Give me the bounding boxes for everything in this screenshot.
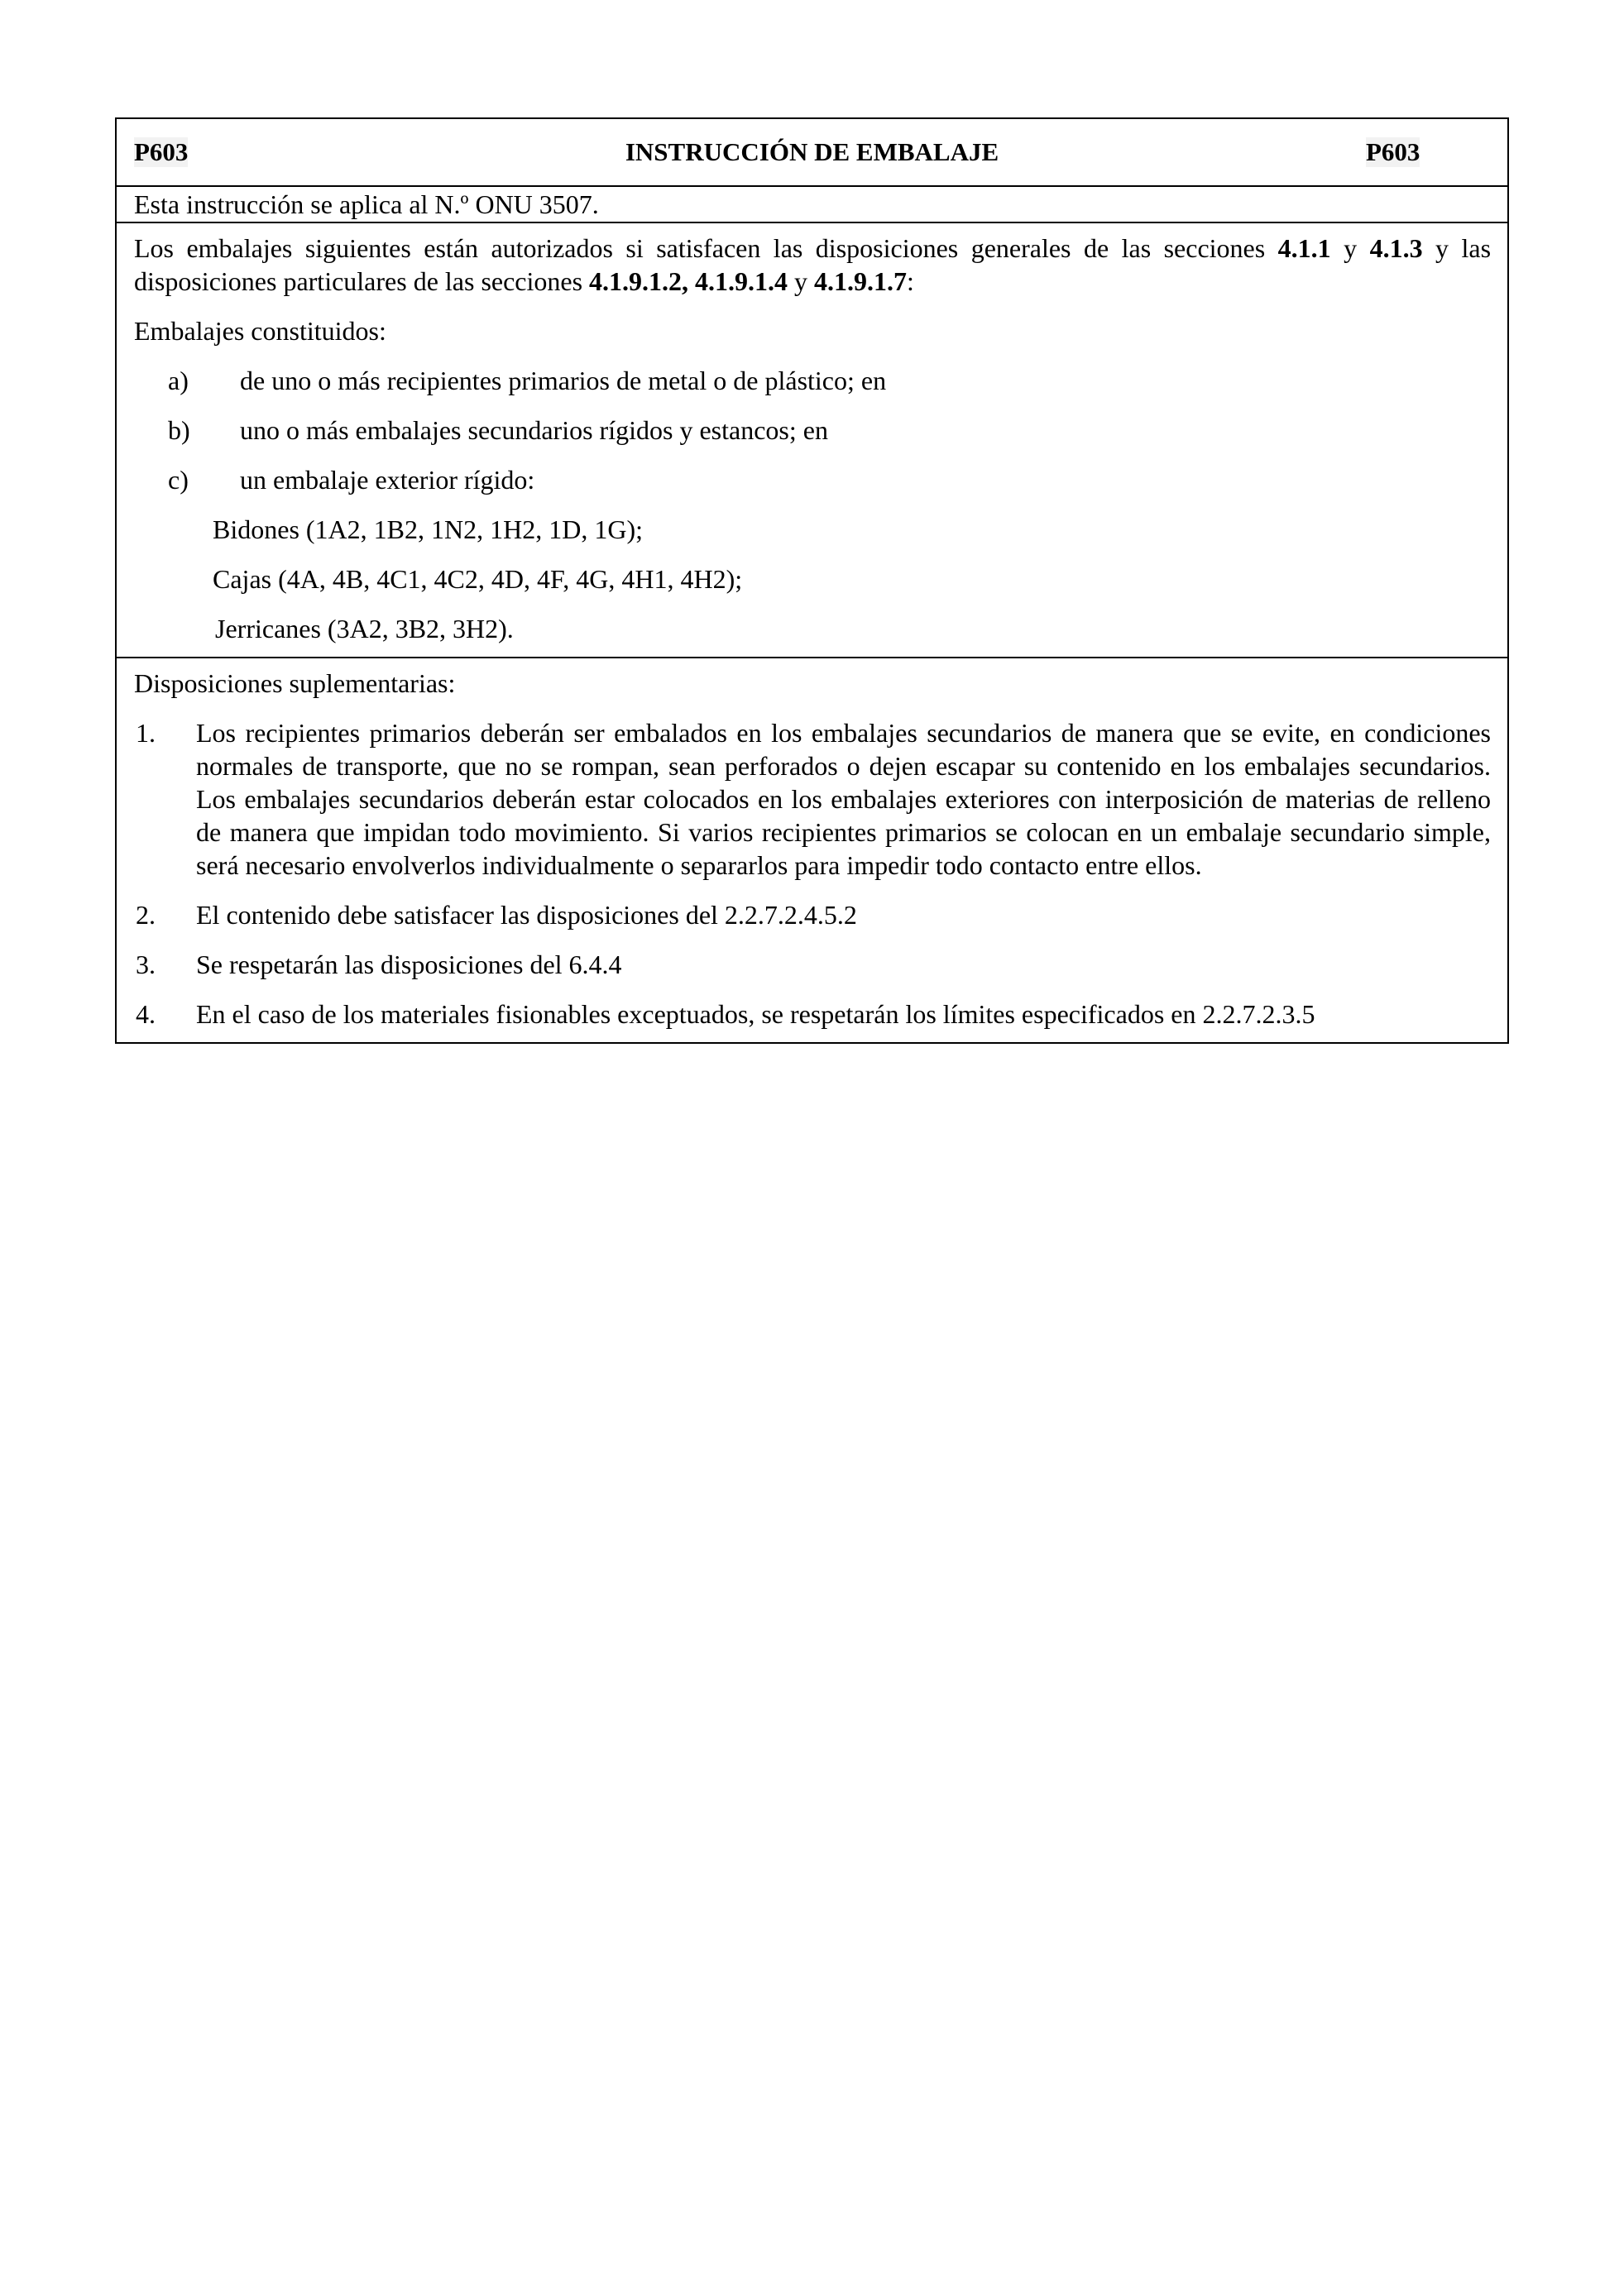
instruction-code-right: P603 bbox=[1366, 137, 1420, 166]
list-item-text: un embalaje exterior rígido: bbox=[240, 465, 535, 495]
list-marker: 3. bbox=[136, 949, 156, 979]
list-item bbox=[134, 463, 1491, 496]
instruction-code-left: P603 bbox=[134, 137, 189, 166]
header-row bbox=[116, 118, 1508, 186]
section-ref-4-1-9-1-7: 4.1.9.1.7 bbox=[814, 266, 908, 296]
list-marker: 1. bbox=[136, 718, 156, 748]
supplementary-row bbox=[116, 658, 1508, 1043]
list-marker: 2. bbox=[136, 900, 156, 930]
intro-text-5: : bbox=[907, 266, 914, 296]
intro-text-1: Los embalajes siguientes están autorizados si satisfacen las disposiciones generales de las secciones bbox=[134, 233, 1278, 263]
intro-text-4: y bbox=[788, 266, 815, 296]
instruction-title: INSTRUCCIÓN DE EMBALAJE bbox=[625, 137, 999, 166]
header-cell bbox=[116, 118, 1508, 186]
applies-to-text: Esta instrucción se aplica al N.º ONU 3507. bbox=[134, 189, 599, 219]
intro-text-3: y las disposiciones particulares de las secciones bbox=[134, 233, 1492, 296]
authorized-intro-paragraph bbox=[134, 232, 1491, 298]
list-item-text: Se respetarán las disposiciones del 6.4.4 bbox=[196, 949, 622, 979]
list-item-text: El contenido debe satisfacer las disposiciones del 2.2.7.2.4.5.2 bbox=[196, 900, 857, 930]
list-item bbox=[134, 414, 1491, 447]
section-ref-4-1-1: 4.1.1 bbox=[1277, 233, 1331, 263]
list-marker: a) bbox=[168, 366, 189, 395]
list-item-text: Los recipientes primarios deberán ser embalados en los embalajes secundarios de manera que se evite, en condiciones normales de transporte, que no se rompan, sean perforados o dejen escapar su contenido en los embalajes secundarios. Los embalajes secundarios deberán estar colocados en los embalajes exteriores con interposición de materias de relleno de manera que impidan todo movimiento. Si varios recipientes primarios se colocan en un embalaje secundario simple, será necesario envolverlos individualmente o separarlos para impedir todo contacto entre ellos. bbox=[196, 718, 1491, 880]
outer-packaging-boxes: Cajas (4A, 4B, 4C1, 4C2, 4D, 4F, 4G, 4H1, 4H2); bbox=[213, 564, 743, 594]
outer-packaging-jerricans: Jerricanes (3A2, 3B2, 3H2). bbox=[215, 614, 514, 643]
section-ref-4-1-3: 4.1.3 bbox=[1369, 233, 1423, 263]
authorized-packagings-row bbox=[116, 222, 1508, 658]
constituted-label: Embalajes constituidos: bbox=[134, 316, 386, 346]
list-item bbox=[134, 364, 1491, 397]
packaging-components-list bbox=[134, 364, 1491, 496]
intro-text-2: y bbox=[1330, 233, 1370, 263]
applies-cell bbox=[116, 186, 1508, 222]
list-item-text: uno o más embalajes secundarios rígidos y estancos; en bbox=[240, 415, 828, 445]
supplementary-content bbox=[117, 658, 1507, 1042]
header-inner bbox=[117, 119, 1507, 185]
list-marker: c) bbox=[168, 465, 189, 495]
supplementary-cell bbox=[116, 658, 1508, 1043]
list-marker: 4. bbox=[136, 999, 156, 1029]
list-item bbox=[134, 716, 1491, 882]
list-item bbox=[134, 997, 1491, 1031]
list-item bbox=[134, 948, 1491, 981]
supplementary-provisions-list bbox=[134, 716, 1491, 1031]
list-item-text: de uno o más recipientes primarios de metal o de plástico; en bbox=[240, 366, 887, 395]
list-item bbox=[134, 898, 1491, 931]
supplementary-title: Disposiciones suplementarias: bbox=[134, 668, 456, 698]
outer-packaging-drums: Bidones (1A2, 1B2, 1N2, 1H2, 1D, 1G); bbox=[213, 514, 643, 544]
applies-row bbox=[116, 186, 1508, 222]
authorized-packagings-cell bbox=[116, 222, 1508, 658]
list-marker: b) bbox=[168, 415, 190, 445]
list-item-text: En el caso de los materiales fisionables exceptuados, se respetarán los límites especificados en 2.2.7.2.3.5 bbox=[196, 999, 1315, 1029]
section-ref-4-1-9-1-2: 4.1.9.1.2, 4.1.9.1.4 bbox=[589, 266, 788, 296]
authorized-packagings-content bbox=[117, 223, 1507, 657]
packing-instruction-table bbox=[115, 117, 1509, 1044]
